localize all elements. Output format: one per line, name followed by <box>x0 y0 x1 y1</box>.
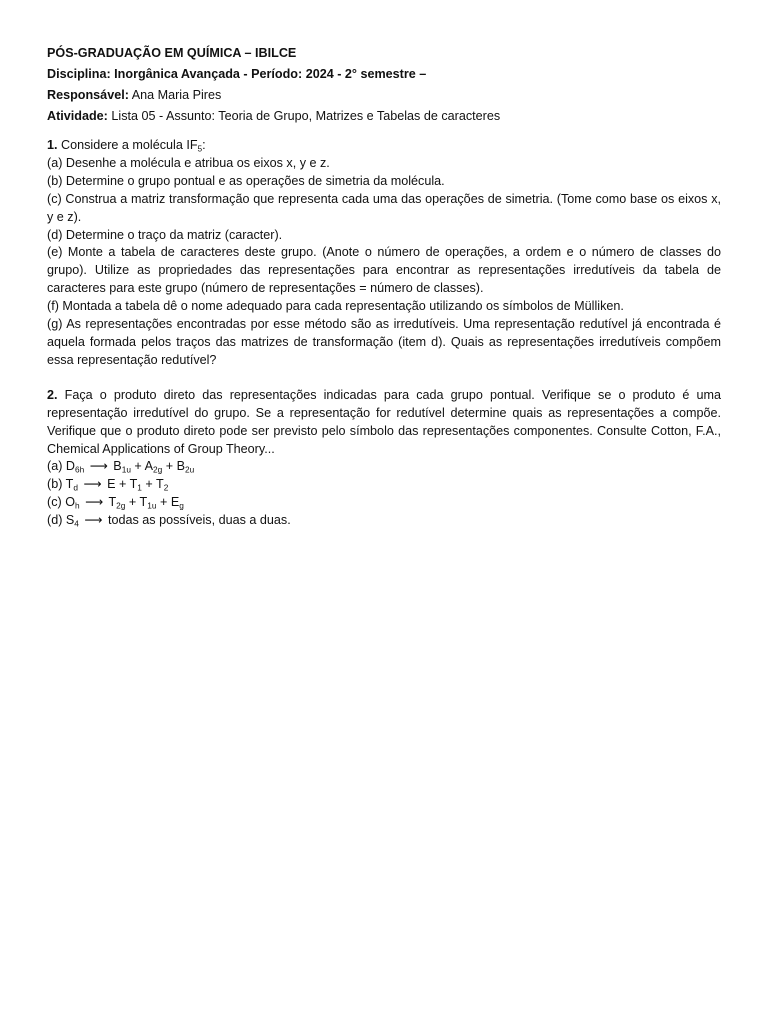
point-group: T <box>65 477 74 492</box>
representation: A <box>144 459 154 474</box>
question-1 <box>47 137 721 370</box>
arrow-icon: ⟶ <box>83 477 102 492</box>
activity-label: Atividade: <box>47 109 108 123</box>
question-1-item-g: (g) As representações encontradas por esse método são as irredutíveis. Uma representação redutível já encontrada é aquela formada pelos traços das matrizes de transformação (item d). Quais as representações irredutíveis compõem essa representação redutível? <box>47 317 721 367</box>
representation: E <box>107 477 116 492</box>
subscript: 6h <box>75 464 85 475</box>
subscript: 1u <box>147 500 157 511</box>
item-label: (a) <box>47 459 66 474</box>
question-number: 2. <box>47 387 58 402</box>
plus-sign: + <box>141 477 157 492</box>
question-2-intro <box>47 387 721 459</box>
question-1-item-f: (f) Montada a tabela dê o nome adequado para cada representação utilizando os símbolos de Mülliken. <box>47 299 624 314</box>
subscript: 4 <box>74 518 79 529</box>
representation: B <box>113 459 122 474</box>
activity-text: Lista 05 - Assunto: Teoria de Grupo, Matrizes e Tabelas de caracteres <box>107 109 501 123</box>
question-2-item-b <box>47 476 721 494</box>
question-number: 1. <box>47 138 58 152</box>
question-1-item-d: (d) Determine o traço da matriz (caracter). <box>47 227 283 242</box>
representation: T <box>129 477 138 492</box>
item-label: (c) <box>47 495 66 510</box>
subscript: 1u <box>121 464 131 475</box>
question-1-item-c: (c) Construa a matriz transformação que representa cada uma das operações de simetria. (Tome como base os eixos x, y e z). <box>47 191 721 224</box>
subscript: g <box>179 500 184 511</box>
program-title: PÓS-GRADUAÇÃO EM QUÍMICA – IBILCE <box>47 46 297 60</box>
question-text: Faça o produto direto das representações indicadas para cada grupo pontual. Verifique se o produto é uma representação irredutível do grupo. Se a representação for redutível determine quais as representações a compõe. Verifique que o produto direto pode ser previsto pelo símbolo das representações componentes. Consulte Cotton, F.A., Chemical Applications of Group Theory... <box>47 387 721 456</box>
representation: T <box>139 495 148 510</box>
subscript: 2u <box>185 464 195 475</box>
subscript: h <box>74 500 80 511</box>
representation: E <box>170 495 180 510</box>
subscript: 1 <box>137 482 142 493</box>
item-label: (d) <box>47 513 66 528</box>
representation: T <box>156 477 164 492</box>
item-text: todas as possíveis, duas a duas. <box>107 513 291 528</box>
arrow-icon: ⟶ <box>89 459 108 474</box>
discipline-line: Disciplina: Inorgânica Avançada - Período: 2024 - 2° semestre – <box>47 67 427 81</box>
question-1-intro <box>47 137 721 155</box>
question-text: : <box>202 138 206 152</box>
plus-sign: + <box>125 495 140 510</box>
point-group: S <box>65 513 75 528</box>
question-1-item-b: (b) Determine o grupo pontual e as operações de simetria da molécula. <box>47 173 445 188</box>
activity-line <box>47 106 721 127</box>
question-2-item-c <box>47 494 721 512</box>
subscript: 2 <box>163 482 169 493</box>
point-group: O <box>65 495 75 510</box>
arrow-icon: ⟶ <box>84 513 103 528</box>
representation: B <box>176 459 186 474</box>
plus-sign: + <box>162 459 177 474</box>
item-label: (b) <box>47 477 66 492</box>
document-page <box>47 43 721 530</box>
question-text: Considere a molécula IF <box>57 138 198 152</box>
point-group: D <box>65 459 75 474</box>
plus-sign: + <box>156 495 171 510</box>
subscript: 2g <box>153 464 163 475</box>
subscript: 5 <box>197 143 203 154</box>
question-1-item-a: (a) Desenhe a molécula e atribua os eixos x, y e z. <box>47 155 330 170</box>
arrow-icon: ⟶ <box>85 495 104 510</box>
question-1-item-e: (e) Monte a tabela de caracteres deste grupo. (Anote o número de operações, a ordem e o número de classes do grupo). Utilize as propriedades das representações para encontrar as representações irredutíveis da tabela de caracteres para este grupo (número de representações = número de classes). <box>47 245 721 296</box>
question-2-item-a <box>47 458 721 476</box>
plus-sign: + <box>115 477 130 492</box>
representation: T <box>108 495 117 510</box>
question-2-item-d <box>47 512 721 530</box>
responsible-label: Responsável: <box>47 88 129 102</box>
responsible-name: Ana Maria Pires <box>128 88 222 102</box>
subscript: 2g <box>116 500 126 511</box>
question-2 <box>47 387 721 530</box>
plus-sign: + <box>130 459 145 474</box>
subscript: d <box>73 482 78 493</box>
responsible-line <box>47 85 721 106</box>
